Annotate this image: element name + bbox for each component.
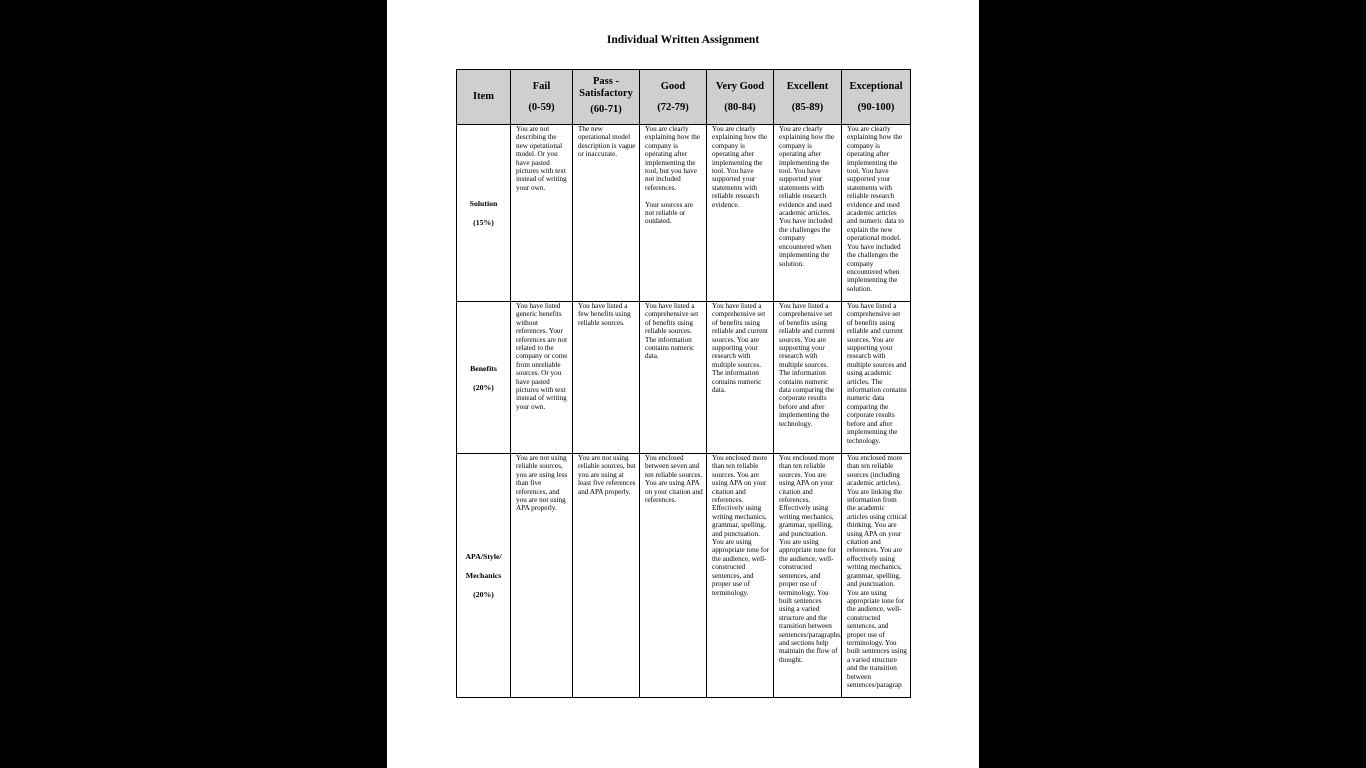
- cell-benefits-exceptional: You have listed a comprehensive set of benefits using reliable and current sources. You are supporting your research with multiple sources and using academic articles. The information contains numeric data comparing the corporate results before and after implementing the technology.: [842, 302, 911, 454]
- column-header-pass-satisfactory: [573, 70, 640, 125]
- cell-solution-fail: You are not describing the new operational model. Or you have pasted pictures with text instead of writing your own.: [511, 125, 573, 302]
- item-weight: (20%): [473, 382, 494, 392]
- cell-solution-very-good: You are clearly explaining how the company is operating after implementing the tool. You have supported your statements with reliable research evidence.: [707, 125, 774, 302]
- column-name: Exceptional: [849, 80, 903, 92]
- cell-benefits-excellent: You have listed a comprehensive set of benefits using reliable and current sources. You are supporting your research with multiple sources. The information contains numeric data comparing the corporate results before and after implementing the technology.: [774, 302, 842, 454]
- column-range: (72-79): [657, 101, 689, 113]
- column-header-good: [640, 70, 707, 125]
- cell-apa-very-good: You enclosed more than ten reliable sources. You are using APA on your citation and references. Effectively using writing mechanics, grammar, spelling, and punctuation. You are using appropriate tone for the audience, well-constructed sentences, and proper use of terminology.: [707, 454, 774, 698]
- item-header: Item: [457, 70, 511, 125]
- cell-solution-exceptional: You are clearly explaining how the company is operating after implementing the tool. You have supported your statements with reliable research evidence and used academic articles and numeric data to explain the new operational model. You have included the challenges the company encountered when implementing the solution.: [842, 125, 911, 302]
- item-name: APA/Style/ Mechanics: [465, 552, 502, 580]
- column-name: Good: [660, 80, 686, 92]
- document-page: [387, 0, 979, 768]
- item-name: Benefits: [470, 363, 497, 373]
- header-row: [457, 70, 911, 125]
- rubric-table: [456, 69, 911, 698]
- table-row-benefits: [457, 302, 911, 454]
- cell-apa-good: You enclosed between seven and ten reliable sources. You are using APA on your citation and references.: [640, 454, 707, 698]
- column-range: (85-89): [791, 101, 824, 113]
- column-name: Excellent: [786, 80, 829, 92]
- cell-solution-pass: The new operational model description is vague or inaccurate.: [573, 125, 640, 302]
- cell-benefits-pass: You have listed a few benefits using reliable sources.: [573, 302, 640, 454]
- cell-solution-excellent: You are clearly explaining how the company is operating after implementing the tool. You have supported your statements with reliable research evidence and used academic articles. You have included the challenges the company encountered when implementing the solution.: [774, 125, 842, 302]
- cell-apa-fail: You are not using reliable sources, you are using less than five references, and you are not using APA properly.: [511, 454, 573, 698]
- column-header-fail: [511, 70, 573, 125]
- document-title: Individual Written Assignment: [606, 34, 760, 46]
- cell-apa-excellent: You enclosed more than ten reliable sources. You are using APA on your citation and references. Effectively using writing mechanics, grammar, spelling, and punctuation. You are using appropriate tone for the audience, well-constructed sentences, and proper use of terminology. You built sentences using a varied structure and the transition between sentences/paragraphs, and sections help maintain the flow of thought.: [774, 454, 842, 698]
- row-label-solution: [457, 125, 511, 302]
- column-name: Very Good: [715, 80, 765, 92]
- item-weight: (20%): [473, 590, 494, 599]
- table-row-apa-style-mechanics: [457, 454, 911, 698]
- row-label-benefits: [457, 302, 511, 454]
- cell-solution-good: You are clearly explaining how the company is operating after implementing the tool, but you have not included references. Your sources are not reliable or outdated.: [640, 125, 707, 302]
- table-row-solution: [457, 125, 911, 302]
- column-range: (0-59): [528, 101, 555, 113]
- column-range: (60-71): [590, 104, 622, 115]
- cell-apa-exceptional: You enclosed more than ten reliable sources (including academic articles). You are linking the information from the academic articles using critical thinking. You are using APA on your citation and references. You are effectively using writing mechanics, grammar, spelling, and punctuation. You are using appropriate tone for the audience, well-constructed sentences, and proper use of terminology. You built sentences using a varied structure and the transition between sentences/paragrap: [842, 454, 911, 698]
- row-label-apa-style-mechanics: [457, 454, 511, 698]
- item-name: Solution: [469, 199, 498, 208]
- cell-apa-pass: You are not using reliable sources, but you are using at least five references and APA properly.: [573, 454, 640, 698]
- column-header-exceptional: [842, 70, 911, 125]
- column-range: (80-84): [724, 101, 756, 113]
- cell-benefits-good: You have listed a comprehensive set of benefits using reliable sources. The information contains numeric data.: [640, 302, 707, 454]
- column-name: Pass - Satisfactory: [579, 76, 633, 99]
- column-header-very-good: [707, 70, 774, 125]
- column-header-excellent: [774, 70, 842, 125]
- cell-benefits-very-good: You have listed a comprehensive set of benefits using reliable and current sources. You are supporting your research with multiple sources. The information contains numeric data.: [707, 302, 774, 454]
- column-name: Fail: [532, 80, 551, 92]
- cell-benefits-fail: You have listed generic benefits without references. Your references are not related to the company or come from unreliable sources. Or you have pasted pictures with text instead of writing your own.: [511, 302, 573, 454]
- item-weight: (15%): [473, 218, 494, 227]
- column-range: (90-100): [857, 101, 895, 113]
